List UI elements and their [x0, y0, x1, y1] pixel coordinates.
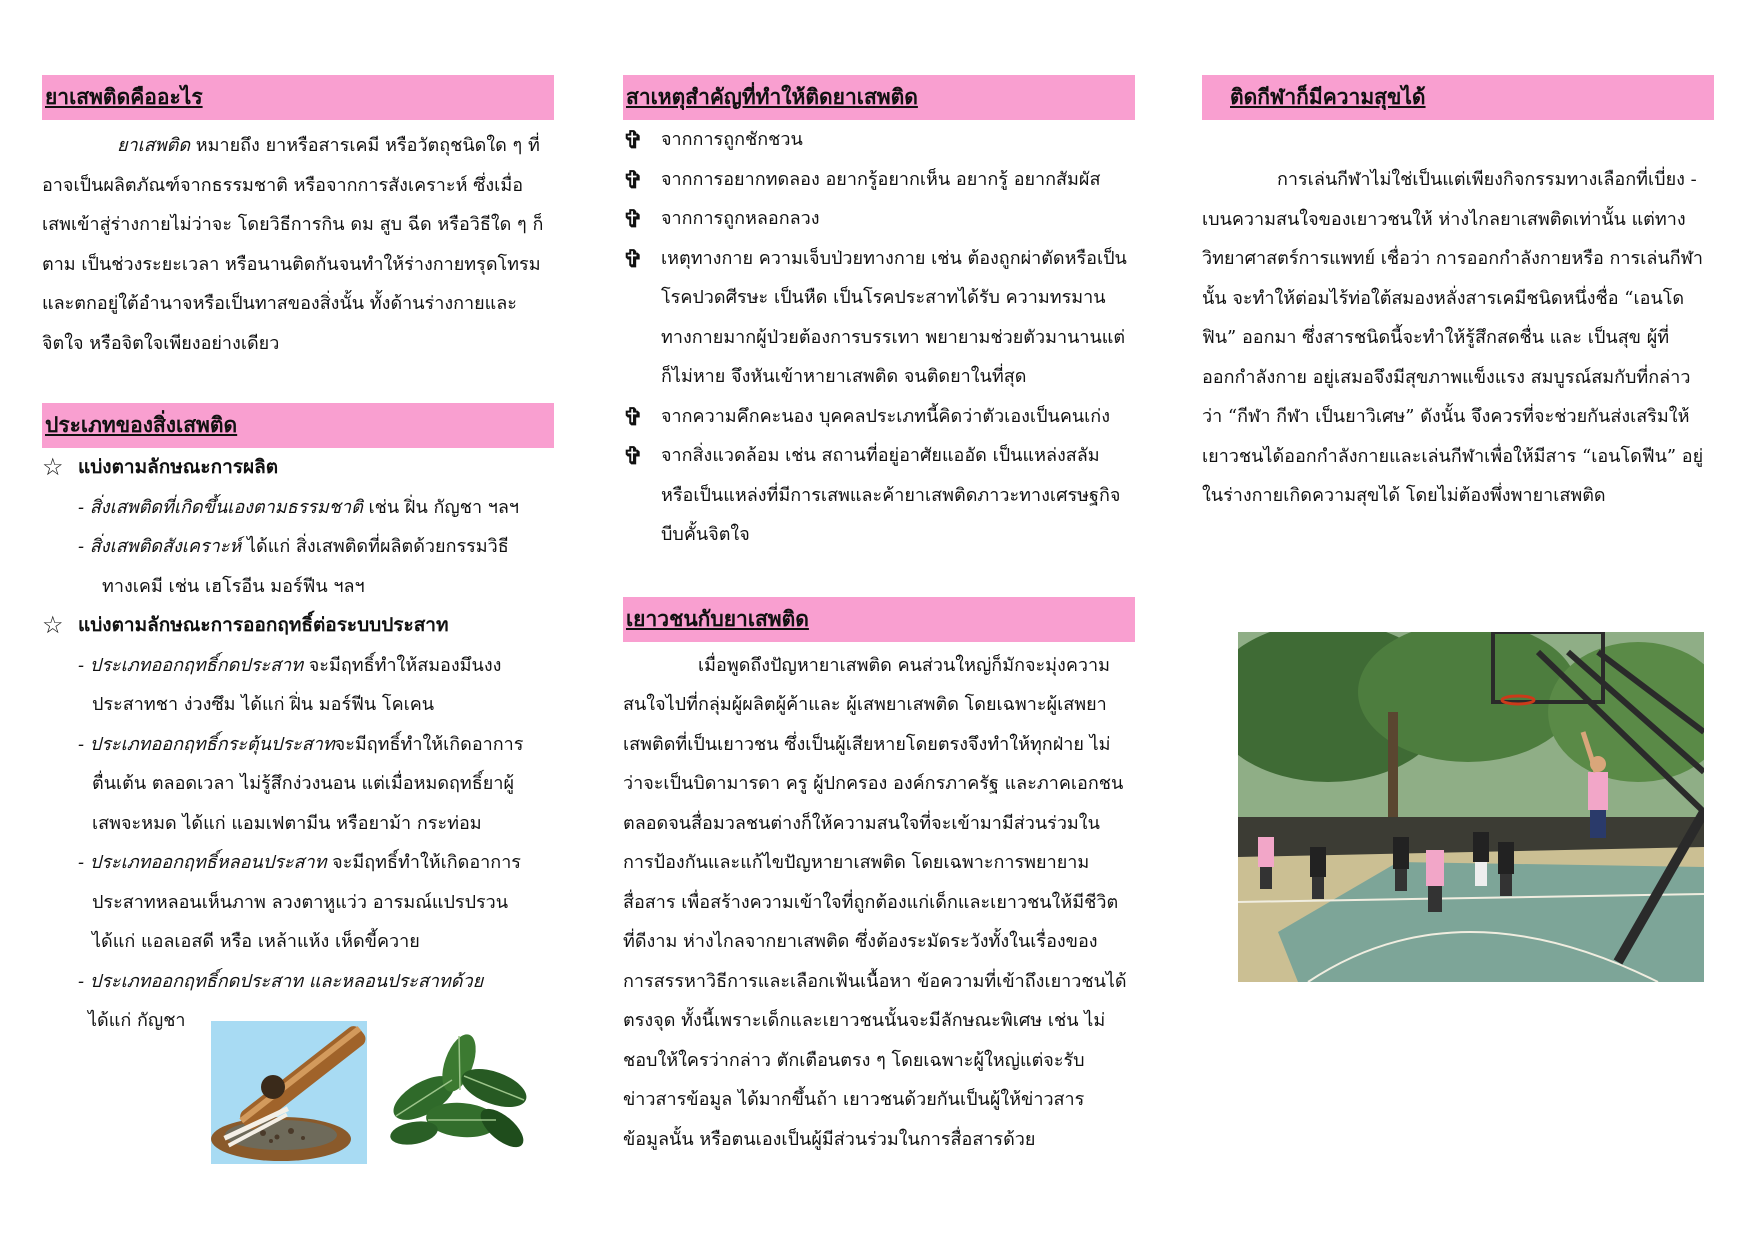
heading-bar-what-is-drug	[42, 75, 554, 120]
definition-line-6: จิตใจ หรือจิตใจเพียงอย่างเดียว	[42, 332, 280, 354]
cross-icon: ✞	[623, 164, 644, 194]
cause-text: เหตุทางกาย ความเจ็บป่วยทางกาย เช่น ต้องถูกผ่าตัดหรือเป็น	[661, 247, 1127, 269]
basketball-scene-drawing	[1238, 632, 1704, 982]
youth-line: ข้อมูลนั้น หรือตนเองเป็นผู้มีส่วนร่วมในการสื่อสารด้วย	[623, 1128, 1036, 1150]
depressant-item-cont: ประสาทชา ง่วงซึม ได้แก่ ฝิ่น มอร์ฟีน โคเคน	[92, 694, 435, 715]
youth-line: สนใจไปที่กลุ่มผู้ผลิตผู้ค้าและ ผู้เสพยาเสพติด โดยเฉพาะผู้เสพยา	[623, 694, 1107, 715]
cause-text: จากความคึกคะนอง บุคคลประเภทนี้คิดว่าตัวเองเป็นคนเก่ง	[661, 405, 1110, 427]
sport-line: การเล่นกีฬาไม่ใช่เป็นแต่เพียงกิจกรรมทางเลือกที่เบี่ยง -	[1277, 169, 1697, 190]
hallucinogen-item: - ประเภทออกฤทธิ์หลอนประสาท จะมีฤทธิ์ทำให้เกิดอาการ	[78, 852, 521, 873]
heading-sport: ติดกีฬาก็มีความสุขได้	[1230, 84, 1426, 109]
synthetic-drug-item-cont: ทางเคมี เช่น เฮโรอีน มอร์ฟีน ฯลฯ	[102, 575, 365, 597]
youth-line: ที่ดีงาม ห่างไกลจากยาเสพติด ซึ่งต้องระมัดระวังทั้งในเรื่องของ	[623, 931, 1098, 952]
stimulant-item-cont-2: เสพจะหมด ได้แก่ แอมเฟตามีน หรือยาม้า กระท่อม	[92, 812, 482, 834]
definition-line-3: เสพเข้าสู่ร่างกายไม่ว่าจะ โดยวิธีการกิน ดม สูบ ฉีด หรือวิธีใด ๆ ก็	[42, 214, 544, 235]
cause-item	[623, 436, 1135, 555]
cross-icon: ✞	[623, 243, 644, 273]
kratom-leaves-image	[384, 1028, 534, 1156]
column-what-is-drug	[42, 75, 554, 1041]
cause-item	[623, 239, 1135, 397]
natural-drug-item: - สิ่งเสพติดที่เกิดขึ้นเองตามธรรมชาติ เช่น ฝิ่น กัญชา ฯลฯ	[78, 496, 520, 518]
heading-drug-types: ประเภทของสิ่งเสพติด	[45, 412, 238, 437]
star-icon: ☆	[42, 611, 64, 639]
youth-line: สื่อสาร เพื่อสร้างความเข้าใจที่ถูกต้องแก่เด็กและเยาวชนให้มีชีวิต	[623, 891, 1119, 913]
group-by-effect	[42, 606, 554, 646]
star-icon: ☆	[42, 453, 64, 481]
heading-bar-causes	[623, 75, 1135, 120]
group-by-production-title: แบ่งตามลักษณะการผลิต	[78, 456, 279, 478]
definition-line-1: ยาเสพติด หมายถึง ยาหรือสารเคมี หรือวัตถุชนิดใด ๆ ที่	[117, 135, 540, 156]
cause-text: ก็ไม่หาย จึงหันเข้าหายาเสพติด จนติดยาในที่สุด	[661, 366, 1027, 387]
cause-item	[623, 160, 1135, 200]
cause-item	[623, 397, 1135, 437]
hallucinogen-item-cont-2: ได้แก่ แอลเอสดี หรือ เหล้าแห้ง เห็ดขี้ควาย	[92, 931, 420, 952]
heading-bar-drug-types	[42, 403, 554, 448]
sport-line: ฟิน” ออกมา ซึ่งสารชนิดนี้จะทำให้รู้สึกสดชื่น และ เป็นสุข ผู้ที่	[1202, 327, 1670, 348]
cause-text: จากการถูกหลอกลวง	[661, 208, 820, 229]
sport-line: วิทยาศาสตร์การแพทย์ เชื่อว่า การออกกำลังกายหรือ การเล่นกีฬา	[1202, 248, 1704, 269]
youth-line: เมื่อพูดถึงปัญหายาเสพติด คนส่วนใหญ่ก็มักจะมุ่งความ	[698, 654, 1110, 676]
column-sport	[1202, 75, 1714, 516]
heading-bar-youth	[623, 597, 1135, 642]
sport-line: ออกกำลังกาย อยู่เสมอจึงมีสุขภาพแข็งแรง สมบูรณ์สมกับที่กล่าว	[1202, 366, 1691, 388]
hallucinogen-item-cont-1: ประสาทหลอนเห็นภาพ ลวงตาหูแว่ว อารมณ์แปรปรวน	[92, 891, 509, 913]
sport-line: ในร่างกายเกิดความสุขได้ โดยไม่ต้องพึ่งพายาเสพติด	[1202, 485, 1606, 506]
cause-text: จากสิ่งแวดล้อม เช่น สถานที่อยู่อาศัยแออัด เป็นแหล่งสลัม	[661, 445, 1100, 466]
youth-line: ชอบให้ใครว่ากล่าว ตักเตือนตรง ๆ โดยเฉพาะผู้ใหญ่แต่จะรับ	[623, 1049, 1085, 1071]
heading-youth: เยาวชนกับยาเสพติด	[626, 605, 809, 631]
sport-line: นั้น จะทำให้ต่อมไร้ท่อใต้สมองหลั่งสารเคมีชนิดหนึ่งชื่อ “เอนโด	[1202, 287, 1685, 309]
youth-line: ข่าวสารข้อมูล ได้มากขึ้นถ้า เยาวชนด้วยกันเป็นผู้ให้ข่าวสาร	[623, 1089, 1085, 1110]
cause-item	[623, 199, 1135, 239]
cause-item	[623, 120, 1135, 160]
stimulant-item-cont-1: ตื่นเต้น ตลอดเวลา ไม่รู้สึกง่วงนอน แต่เมื่อหมดฤทธิ์ยาผู้	[92, 773, 514, 794]
heading-bar-sport	[1202, 75, 1714, 120]
heading-causes: สาเหตุสำคัญที่ทำให้ติดยาเสพติด	[626, 84, 918, 109]
definition-line-4: ตาม เป็นช่วงระยะเวลา หรือนานติดกันจนทำให้ร่างกายทรุดโทรม	[42, 253, 541, 275]
definition-line-5: และตกอยู่ใต้อำนาจหรือเป็นทาสของสิ่งนั้น ทั้งด้านร่างกายและ	[42, 293, 517, 314]
heading-what-is-drug: ยาเสพติดคืออะไร	[45, 84, 203, 109]
mixed-effect-item: - ประเภทออกฤทธิ์กดประสาท และหลอนประสาทด้วย	[78, 970, 484, 992]
cause-text: โรคปวดศีรษะ เป็นหืด เป็นโรคประสาทได้รับ ความทรมาน	[661, 287, 1106, 308]
cause-text: จากการอยากทดลอง อยากรู้อยากเห็น อยากรู้ อยากสัมผัส	[661, 168, 1101, 190]
youth-line: ว่าจะเป็นบิดามารดา ครู ผู้ปกครอง องค์กรภาครัฐ และภาคเอกชน	[623, 773, 1124, 794]
stimulant-item: - ประเภทออกฤทธิ์กระตุ้นประสาทจะมีฤทธิ์ทำให้เกิดอาการ	[78, 733, 524, 755]
depressant-item: - ประเภทออกฤทธิ์กดประสาท จะมีฤทธิ์ทำให้สมองมึนงง	[78, 654, 502, 676]
youth-line: เสพติดที่เป็นเยาวชน ซึ่งเป็นผู้เสียหายโดยตรงจึงทำให้ทุกฝ่าย ไม่	[623, 733, 1111, 755]
cause-text: จากการถูกชักชวน	[661, 129, 803, 150]
youth-line: ตลอดจนสื่อมวลชนต่างก็ให้ความสนใจที่จะเข้ามามีส่วนร่วมใน	[623, 812, 1100, 834]
opium-pipe-drawing	[211, 1021, 367, 1164]
youth-line: ตรงจุด ทั้งนี้เพราะเด็กและเยาวชนนั้นจะมีลักษณะพิเศษ เช่น ไม่	[623, 1010, 1106, 1031]
mixed-effect-item-cont: ได้แก่ กัญชา	[88, 1010, 186, 1031]
synthetic-drug-item: - สิ่งเสพติดสังเคราะห์ ได้แก่ สิ่งเสพติดที่ผลิตด้วยกรรมวิธี	[78, 536, 509, 557]
group-by-production	[42, 448, 554, 488]
cross-icon: ✞	[623, 125, 644, 154]
cause-text: หรือเป็นแหล่งที่มีการเสพและค้ายาเสพติดภาวะทางเศรษฐกิจ	[661, 484, 1121, 506]
column-causes	[623, 75, 1135, 1159]
cause-text: ทางกายมากผู้ป่วยต้องการบรรเทา พยายามช่วยตัวมานานแต่	[661, 326, 1126, 348]
cross-icon: ✞	[623, 441, 644, 470]
group-by-effect-title: แบ่งตามลักษณะการออกฤทธิ์ต่อระบบประสาท	[78, 614, 449, 636]
cause-text: บีบคั้นจิตใจ	[661, 524, 750, 545]
definition-line-2: อาจเป็นผลิตภัณฑ์จากธรรมชาติ หรือจากการสังเคราะห์ ซึ่งเมื่อ	[42, 174, 523, 196]
basketball-photo	[1238, 632, 1704, 982]
sport-line: ว่า “กีฬา กีฬา เป็นยาวิเศษ” ดังนั้น จึงควรที่จะช่วยกันส่งเสริมให้	[1202, 406, 1690, 427]
kratom-leaves-drawing	[384, 1028, 534, 1156]
cross-icon: ✞	[623, 204, 644, 233]
youth-line: การสรรหาวิธีการและเลือกเฟ้นเนื้อหา ข้อความที่เข้าถึงเยาวชนได้	[623, 970, 1127, 992]
cross-icon: ✞	[623, 401, 644, 431]
sport-line: เบนความสนใจของเยาวชนให้ ห่างไกลยาเสพติดเท่านั้น แต่ทาง	[1202, 208, 1686, 230]
opium-pipe-image	[211, 1021, 367, 1164]
sport-line: เยาวชนได้ออกกำลังกายและเล่นกีฬาเพื่อให้มีสาร “เอนโดฟีน” อยู่	[1202, 445, 1704, 467]
youth-line: การป้องกันและแก้ไขปัญหายาเสพติด โดยเฉพาะการพยายาม	[623, 852, 1090, 873]
